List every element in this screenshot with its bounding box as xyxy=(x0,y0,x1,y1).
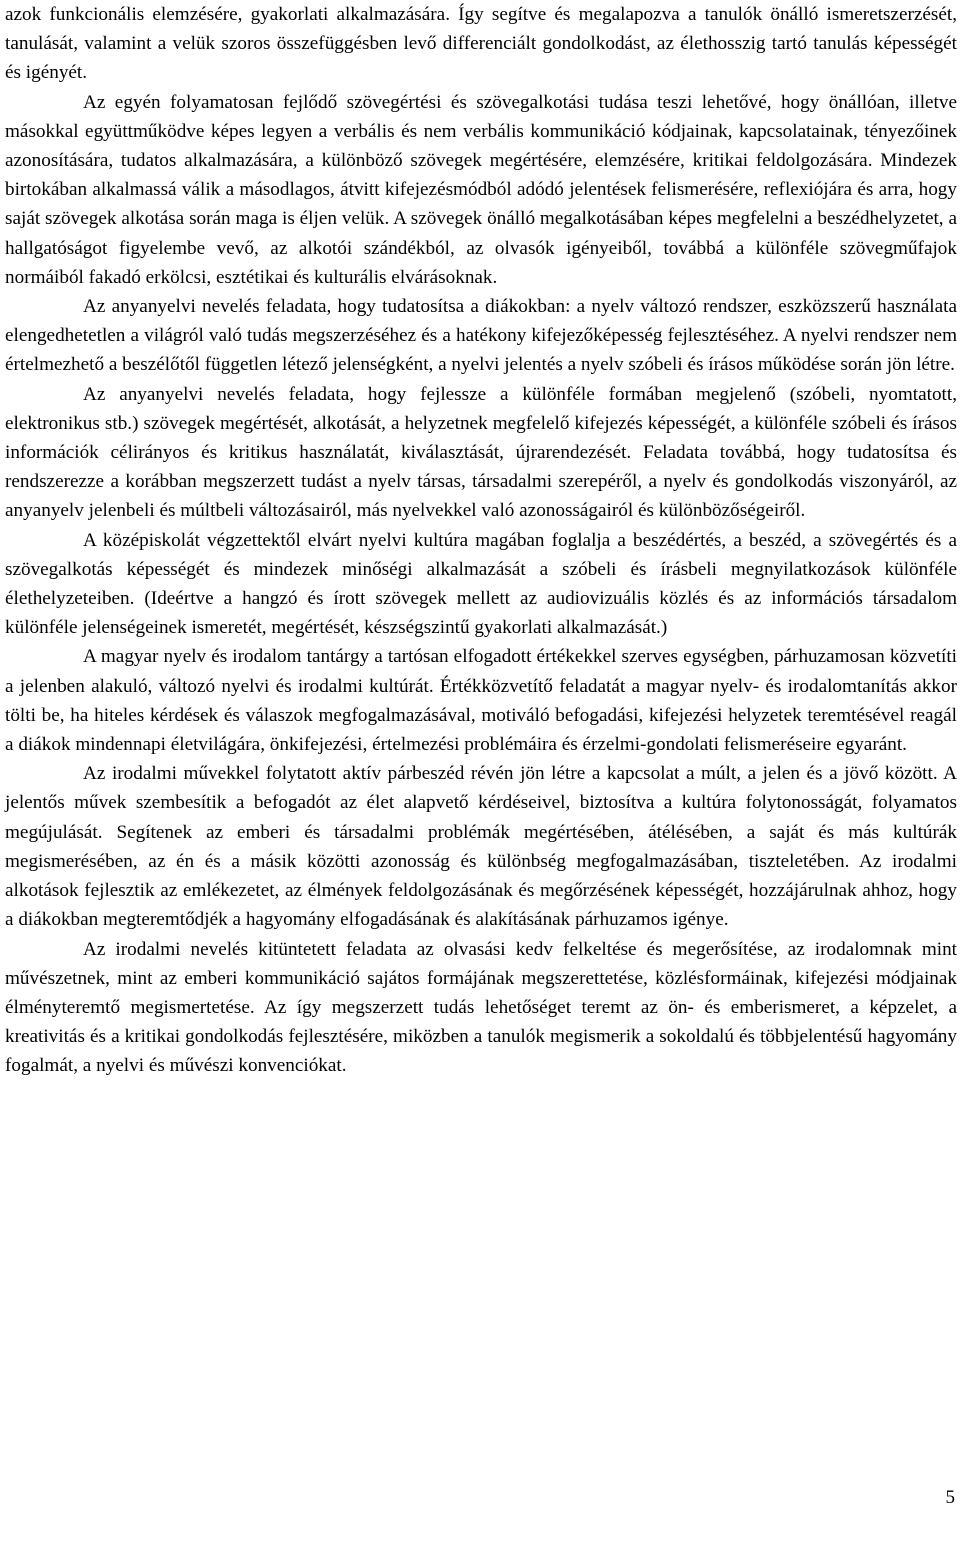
paragraph-5: A középiskolát végzettektől elvárt nyelvi kultúra magában foglalja a beszédértés, a beszéd, a szövegértés és a szövegalkotás képességét és mindezek minőségi alkalmazását a szóbeli és írásbeli megnyilatkozások különféle élethelyzeteiben. (Ideértve a hangzó és írott szövegek mellett az audiovizuális közlés és az információs társadalom különféle jelenségeinek ismeretét, megértését, készségszintű gyakorlati alkalmazását.) xyxy=(5,529,957,639)
document-page xyxy=(5,0,957,1081)
paragraph-7: Az irodalmi művekkel folytatott aktív párbeszéd révén jön létre a kapcsolat a múlt, a jelen és a jövő között. A jelentős művek szembesítik a befogadót az élet alapvető kérdéseivel, biztosítva a kultúra folytonosságát, folyamatos megújulását. Segítenek az emberi és társadalmi problémák megértésében, átélésében, a saját és más kultúrák megismerésében, az én és a másik közötti azonosság és különbség megfogalmazásában, tiszteletében. Az irodalmi alkotások fejlesztik az emlékezetet, az élmények feldolgozásának és megőrzésének képességét, hozzájárulnak ahhoz, hogy a diákokban megteremtődjék a hagyomány elfogadásának és alakításának párhuzamos igénye. xyxy=(5,763,957,931)
paragraph-1: azok funkcionális elemzésére, gyakorlati alkalmazására. Így segítve és megalapozva a tanulók önálló ismeretszerzését, tanulását, valamint a velük szoros összefüggésben levő differenciált gondolkodást, az élethosszig tartó tanulás képességét és igényét. xyxy=(5,4,957,84)
paragraph-8: Az irodalmi nevelés kitüntetett feladata az olvasási kedv felkeltése és megerősítése, az irodalomnak mint művészetnek, mint az emberi kommunikáció sajátos formájának megszerettetése, közlésformáinak, kifejezési módjainak élményteremtő megismertetése. Az így megszerzett tudás lehetőséget teremt az ön- és emberismeret, a képzelet, a kreativitás és a kritikai gondolkodás fejlesztésére, miközben a tanulók megismerik a sokoldalú és többjelentésű hagyomány fogalmát, a nyelvi és művészi konvenciókat. xyxy=(5,938,957,1077)
page-number: 5 xyxy=(945,1487,955,1508)
paragraph-4: Az anyanyelvi nevelés feladata, hogy fejlessze a különféle formában megjelenő (szóbeli, nyomtatott, elektronikus stb.) szövegek megértését, alkotását, a helyzetnek megfelelő kifejezés képességét, a különféle szóbeli és írásos információk célirányos és kritikus használatát, kiválasztását, újrarendezését. Feladata továbbá, hogy tudatosítsa és rendszerezze a korábban megszerzett tudást a nyelv társas, társadalmi szerepéről, a nyelv és gondolkodás viszonyáról, az anyanyelv jelenbeli és múltbeli változásairól, más nyelvekkel való azonosságairól és különbözőségeiről. xyxy=(5,383,957,522)
paragraph-3: Az anyanyelvi nevelés feladata, hogy tudatosítsa a diákokban: a nyelv változó rendszer, eszközszerű használata elengedhetetlen a világról való tudás megszerzéséhez és a hatékony kifejezőképesség fejlesztéséhez. A nyelvi rendszer nem értelmezhető a beszélőtől független létező jelenségként, a nyelvi jelentés a nyelv szóbeli és írásos működése során jön létre. xyxy=(5,296,957,376)
paragraph-2: Az egyén folyamatosan fejlődő szövegértési és szövegalkotási tudása teszi lehetővé, hogy önállóan, illetve másokkal együttműködve képes legyen a verbális és nem verbális kommunikáció kódjainak, kapcsolatainak, tényezőinek azonosítására, tudatos alkalmazására, a különböző szövegek megértésére, elemzésére, kritikai feldolgozására. Mindezek birtokában alkalmassá válik a másodlagos, átvitt kifejezésmódból adódó jelentések felismerésére, reflexiójára és arra, hogy saját szövegek alkotása során maga is éljen velük. A szövegek önálló megalkotásában képes megfelelni a beszédhelyzetet, a hallgatóságot figyelembe vevő, az alkotói szándékból, az olvasók igényeiből, továbbá a különféle szövegműfajok normáiból fakadó erkölcsi, esztétikai és kulturális elvárásoknak. xyxy=(5,91,957,288)
paragraph-6: A magyar nyelv és irodalom tantárgy a tartósan elfogadott értékekkel szerves egységben, párhuzamosan közvetíti a jelenben alakuló, változó nyelvi és irodalmi kultúrát. Értékközvetítő feladatát a magyar nyelv- és irodalomtanítás akkor tölti be, ha hiteles kérdések és válaszok megfogalmazásával, motiváló befogadási, kifejezési helyzetek teremtésével reagál a diákok mindennapi életvilágára, önkifejezési, értelmezési problémáira és érzelmi-gondolati felismeréseire egyaránt. xyxy=(5,646,957,756)
